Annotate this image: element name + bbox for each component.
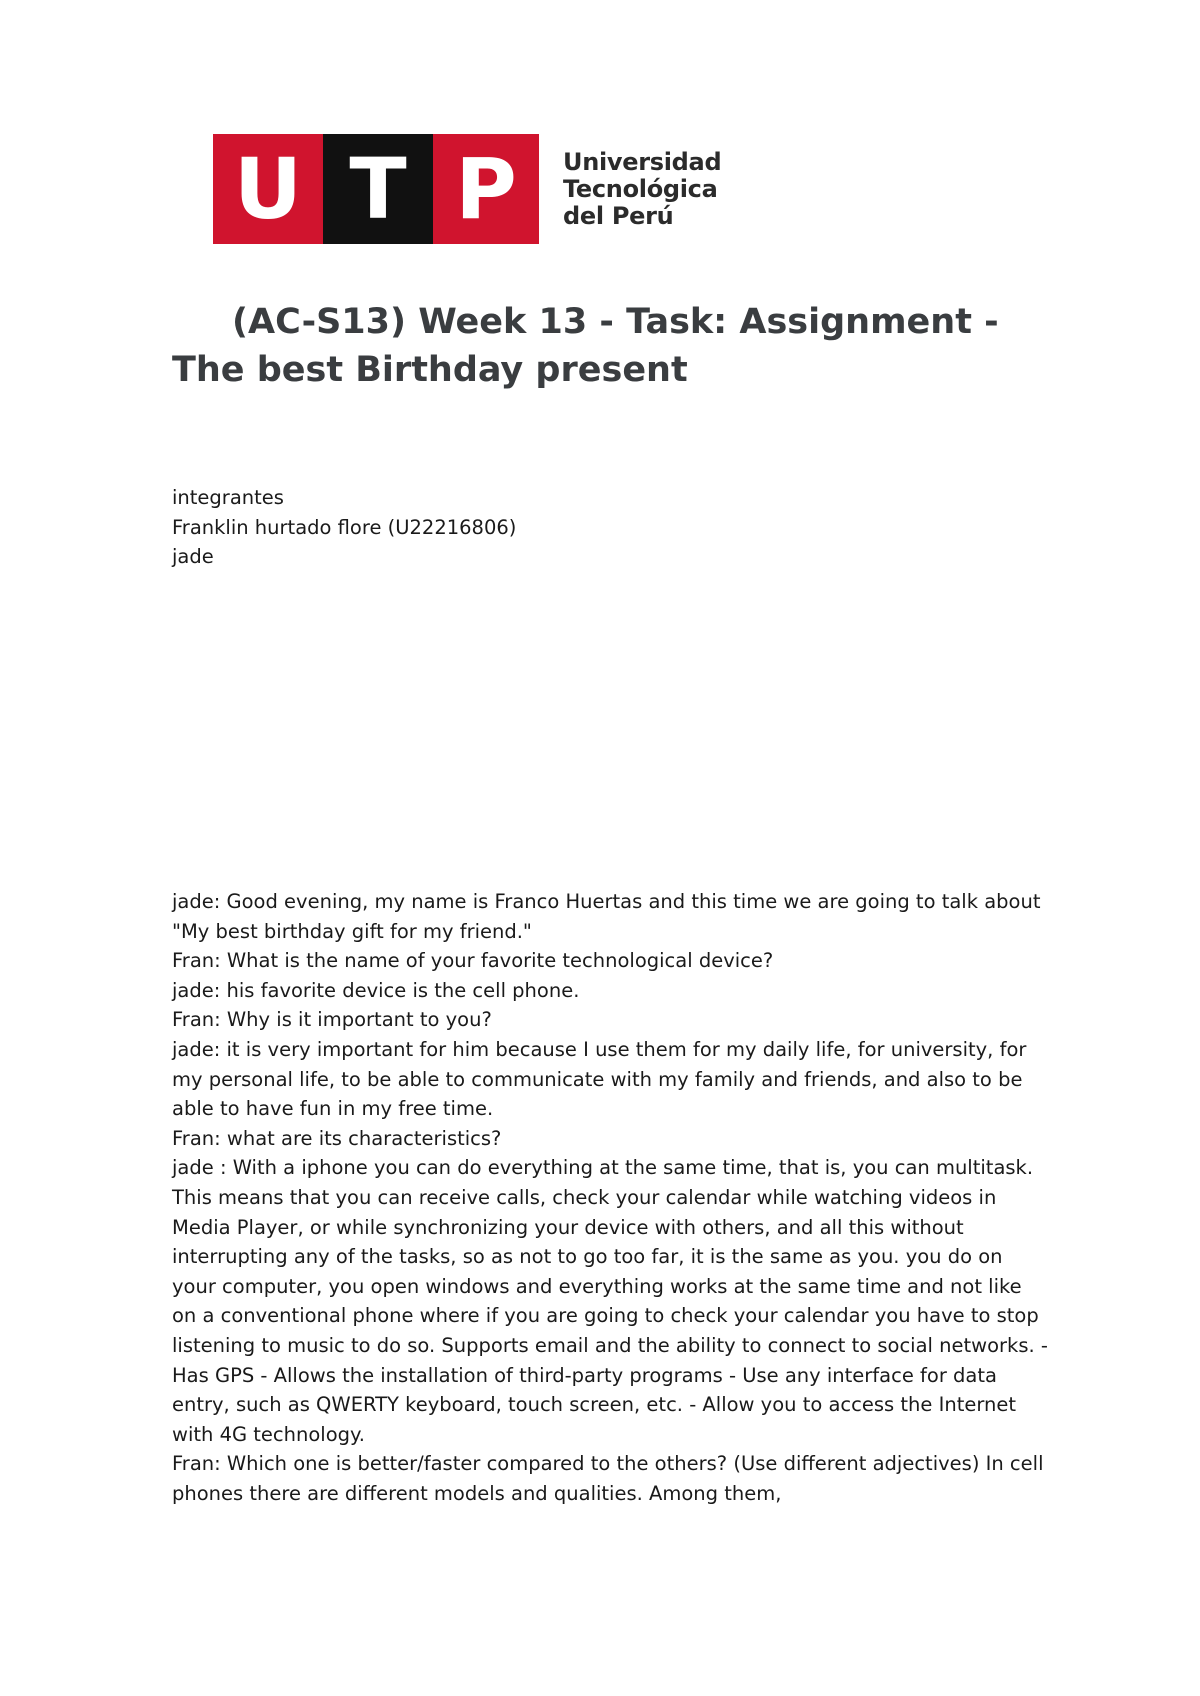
logo-letter-p: P bbox=[433, 134, 539, 244]
dialogue-line: Fran: Which one is better/faster compared to the others? (Use different adjectives) In cell phones there are different models and qualities. Among them, bbox=[172, 1452, 1044, 1505]
logo-letter-u: U bbox=[213, 134, 323, 244]
dialogue-line: Fran: What is the name of your favorite technological device? bbox=[172, 949, 774, 973]
members-block bbox=[172, 483, 516, 572]
dialogue-line: jade: it is very important for him because I use them for my daily life, for university, for my personal life, to be able to communicate with my family and friends, and also to be able to have fun in my free time. bbox=[172, 1037, 1027, 1121]
members-heading: integrantes bbox=[172, 486, 284, 509]
logo-mark bbox=[213, 134, 539, 244]
document-title: (AC-S13) Week 13 - Task: Assignment - The best Birthday present bbox=[172, 302, 999, 390]
logo-wordmark bbox=[563, 149, 721, 230]
member-name: jade bbox=[172, 545, 214, 568]
logo-line-3: del Perú bbox=[563, 201, 674, 230]
logo-line-2: Tecnológica bbox=[563, 174, 718, 203]
logo-letter-t: T bbox=[323, 134, 433, 244]
logo-line-1: Universidad bbox=[563, 147, 722, 176]
dialogue-block bbox=[172, 887, 1052, 1508]
dialogue-line: jade: Good evening, my name is Franco Huertas and this time we are going to talk about "My best birthday gift for my friend." bbox=[172, 890, 1041, 943]
dialogue-line: jade: his favorite device is the cell phone. bbox=[172, 978, 580, 1002]
member-name: Franklin hurtado flore (U22216806) bbox=[172, 515, 517, 539]
dialogue-line: Fran: Why is it important to you? bbox=[172, 1008, 492, 1032]
dialogue-line: Fran: what are its characteristics? bbox=[172, 1126, 502, 1150]
dialogue-line: jade : With a iphone you can do everything at the same time, that is, you can multitask. This means that you can receive calls, check your calendar while watching videos in Media Player, or while synchronizing your device with others, and all this without interrupting any of the tasks, so as not to go too far, it is the same as you. you do on your computer, you open windows and everything works at the same time and not like on a conventional phone where if you are going to check your calendar you have to stop listening to music to do so. Supports email and the ability to connect to social networks. - Has GPS - Allows the installation of third-party programs - Use any interface for data entry, such as QWERTY keyboard, touch screen, etc. - Allow you to access the Internet with 4G technology. bbox=[172, 1156, 1048, 1446]
utp-logo bbox=[213, 134, 721, 244]
